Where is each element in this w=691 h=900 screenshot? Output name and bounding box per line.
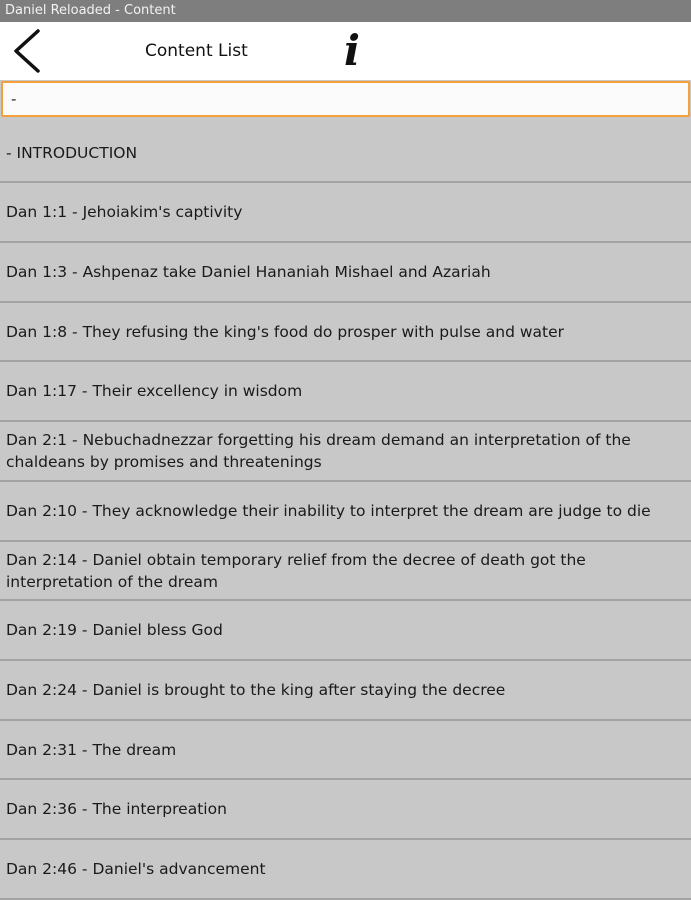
- list-item-label: Dan 2:19 - Daniel bless God: [6, 621, 223, 639]
- list-item-label: Dan 2:24 - Daniel is brought to the king after staying the decree: [6, 681, 506, 699]
- list-item-label: Dan 2:14 - Daniel obtain temporary relief from the decree of death got the interpretation of the dream: [6, 550, 586, 591]
- list-item[interactable]: [0, 601, 691, 661]
- list-item[interactable]: [0, 840, 691, 900]
- list-item-label: Dan 1:3 - Ashpenaz take Daniel Hananiah Mishael and Azariah: [6, 263, 491, 281]
- header-bar: [0, 22, 691, 80]
- list-item[interactable]: [0, 482, 691, 542]
- back-button[interactable]: [10, 28, 46, 74]
- info-button[interactable]: i: [344, 26, 360, 75]
- search-input[interactable]: [1, 81, 690, 117]
- page-title: Content List: [145, 41, 248, 61]
- list-item[interactable]: [0, 183, 691, 243]
- list-item[interactable]: [0, 243, 691, 303]
- content-list: [0, 124, 691, 900]
- list-item-label: Dan 2:31 - The dream: [6, 740, 177, 759]
- chevron-left-icon: [10, 28, 46, 74]
- list-item[interactable]: [0, 542, 691, 601]
- list-item-label: Dan 2:36 - The interpreation: [6, 800, 227, 818]
- search-bar: [0, 80, 691, 119]
- list-item-label: Dan 1:17 - Their excellency in wisdom: [6, 382, 303, 400]
- list-item-label: Dan 1:1 - Jehoiakim's captivity: [6, 203, 243, 221]
- list-item-label: Dan 1:8 - They refusing the king's food do prosper with pulse and water: [6, 322, 565, 341]
- list-item[interactable]: [0, 303, 691, 362]
- list-item[interactable]: [0, 780, 691, 840]
- list-item-label: Dan 2:10 - They acknowledge their inability to interpret the dream are judge to die: [6, 502, 651, 520]
- list-item[interactable]: [0, 721, 691, 780]
- window-title: Daniel Reloaded - Content: [0, 0, 691, 22]
- list-item[interactable]: [0, 124, 691, 183]
- list-item[interactable]: [0, 362, 691, 422]
- list-item-label: Dan 2:1 - Nebuchadnezzar forgetting his dream demand an interpretation of the chaldeans by promises and threatenings: [6, 431, 631, 471]
- list-item-label: Dan 2:46 - Daniel's advancement: [6, 860, 266, 878]
- list-item[interactable]: [0, 422, 691, 482]
- list-item-label: - INTRODUCTION: [6, 143, 138, 162]
- list-item[interactable]: [0, 661, 691, 721]
